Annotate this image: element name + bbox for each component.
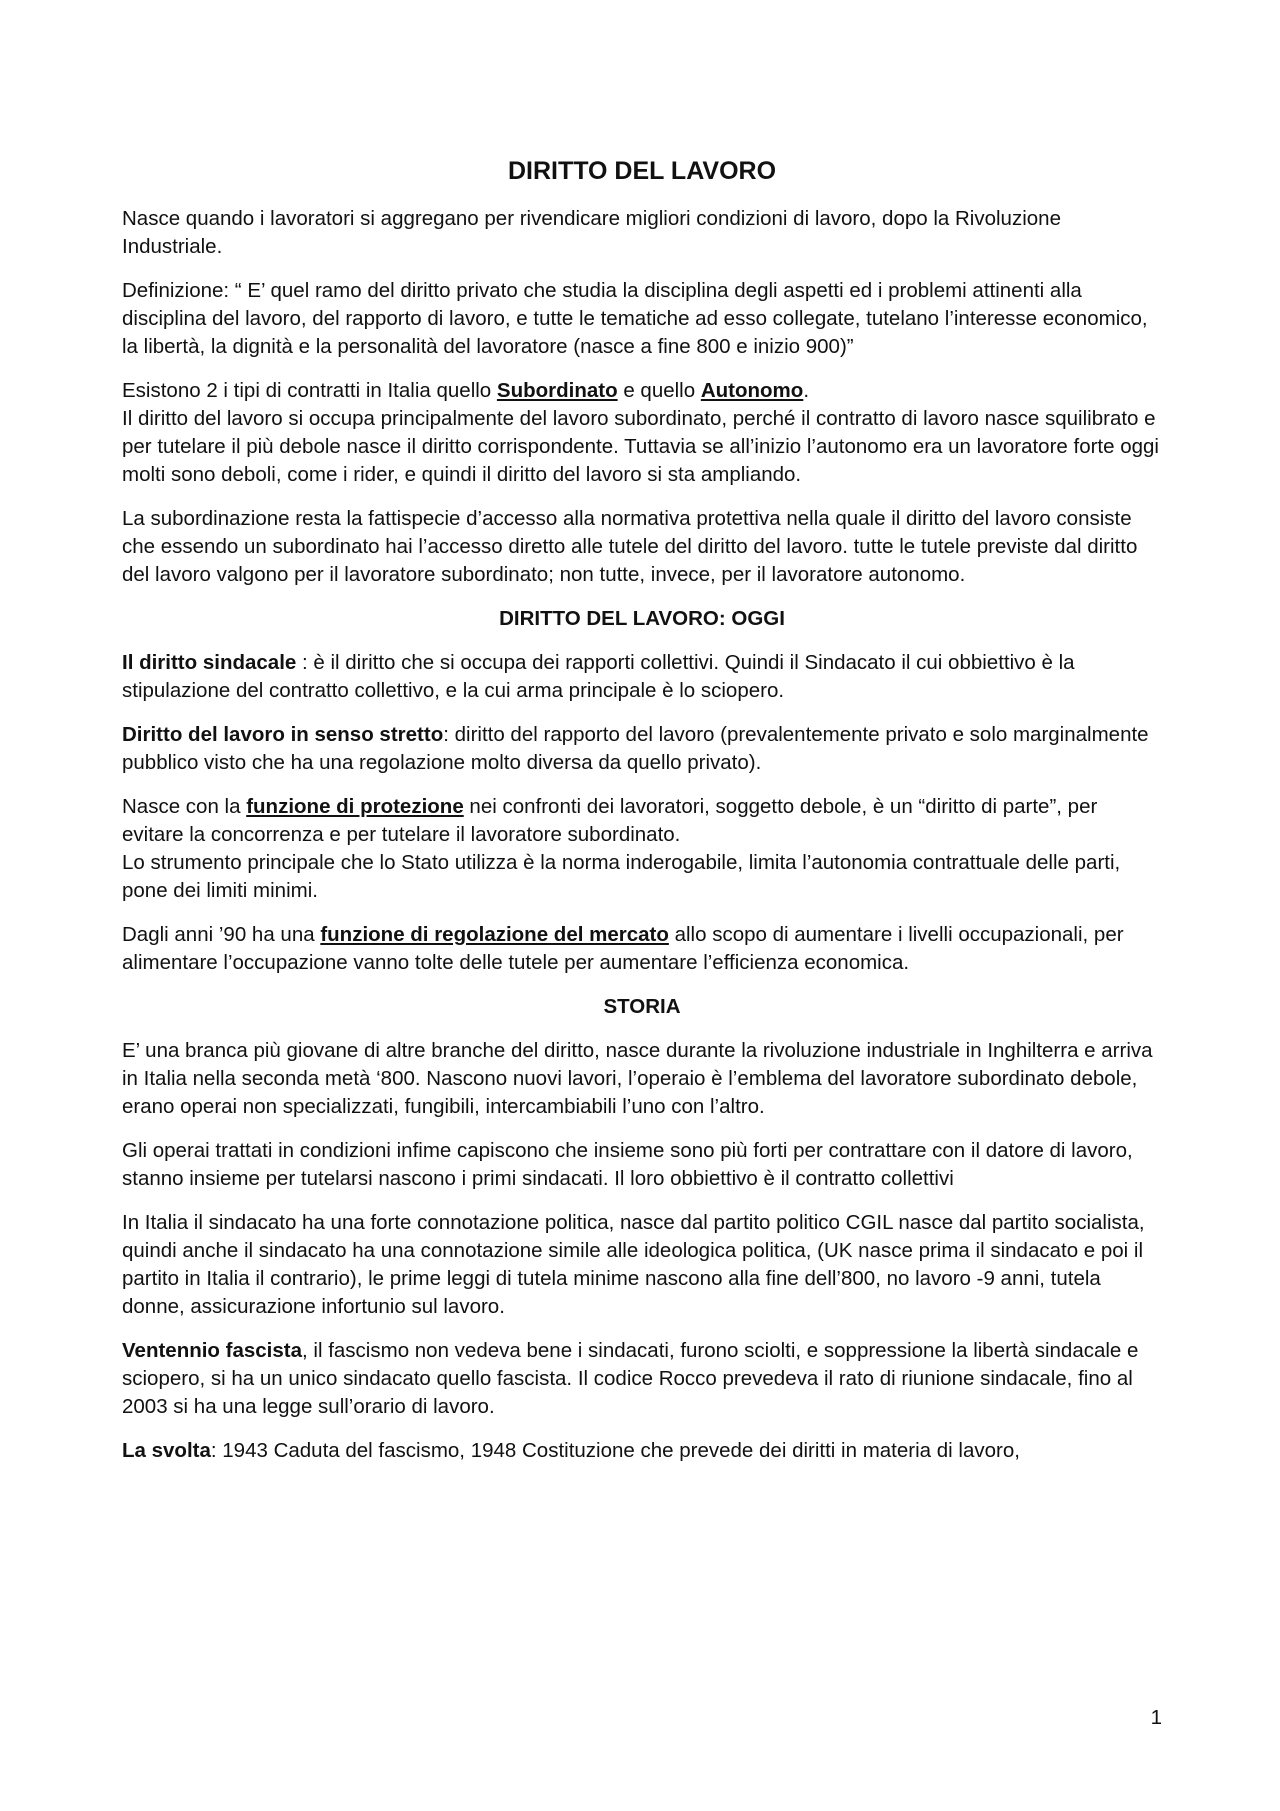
paragraph-sindacato-italia: In Italia il sindacato ha una forte connotazione politica, nasce dal partito politico CGIL nasce dal partito socialista, quindi anche il sindacato ha una connotazione simile alle ideologica politica, (UK nasce prima il sindacato e poi il partito in Italia il contrario), le prime leggi di tutela minime nascono alla fine dell’800, no lavoro -9 anni, tutela donne, assicurazione infortunio sul lavoro. xyxy=(122,1211,1145,1318)
paragraph-regolazione-mercato xyxy=(122,921,1162,977)
la-svolta-text: : 1943 Caduta del fascismo, 1948 Costituzione che prevede dei diritti in materia di lavoro, xyxy=(210,1439,1020,1462)
heading-diritto-oggi: DIRITTO DEL LAVORO: OGGI xyxy=(499,607,785,630)
diritto-sindacale-text: : è il diritto che si occupa dei rapporti collettivi. Quindi il Sindacato il cui obbiettivo è la stipulazione del contratto collettivo, e la cui arma principale è lo sciopero. xyxy=(122,651,1075,702)
document-body xyxy=(122,155,1162,1481)
term-funzione-protezione: funzione di protezione xyxy=(246,795,464,818)
protezione-norma-inderogabile: Lo strumento principale che lo Stato utilizza è la norma inderogabile, limita l’autonomia contrattuale delle parti, pone dei limiti minimi. xyxy=(122,851,1121,902)
contract-types-explanation: Il diritto del lavoro si occupa principalmente del lavoro subordinato, perché il contratto di lavoro nasce squilibrato e per tutelare il più debole nasce il diritto corrispondente. Tuttavia se all’inizio l’autonomo era un lavoratore forte oggi molti sono deboli, come i rider, e quindi il diritto del lavoro si sta ampliando. xyxy=(122,407,1159,486)
paragraph-senso-stretto xyxy=(122,721,1162,777)
term-senso-stretto: Diritto del lavoro in senso stretto xyxy=(122,723,444,746)
paragraph-la-svolta xyxy=(122,1437,1162,1465)
protezione-intro: Nasce con la xyxy=(122,795,247,818)
regolazione-intro: Dagli anni ’90 ha una xyxy=(122,923,321,946)
document-title: DIRITTO DEL LAVORO xyxy=(507,157,777,185)
heading-storia: STORIA xyxy=(603,995,681,1018)
paragraph-diritto-sindacale xyxy=(122,649,1162,705)
paragraph-subordination: La subordinazione resta la fattispecie d’accesso alla normativa protettiva nella quale il diritto del lavoro consiste che essendo un subordinato hai l’accesso diretto alle tutele del diritto del lavoro. tutte le tutele previste dal diritto del lavoro valgono per il lavoratore subordinato; non tutte, invece, per il lavoratore autonomo. xyxy=(122,507,1138,586)
term-regolazione-mercato: funzione di regolazione del mercato xyxy=(320,923,669,946)
term-subordinato: Subordinato xyxy=(496,379,618,402)
paragraph-definition: Definizione: “ E’ quel ramo del diritto privato che studia la disciplina degli aspetti ed i problemi attinenti alla disciplina del lavoro, del rapporto di lavoro, e tutte le tematiche ad esso collegate, tutelano l’interesse economico, la libertà, la dignità e la personalità del lavoratore (nasce a fine 800 e inizio 900)” xyxy=(122,279,1148,358)
regolazione-text: allo scopo di aumentare i livelli occupazionali, per alimentare l’occupazione vanno tolte delle tutele per aumentare l’efficienza economica. xyxy=(122,923,1124,974)
contract-types-mid: e quello xyxy=(617,379,701,402)
ventennio-text: , il fascismo non vedeva bene i sindacati, furono sciolti, e soppressione la libertà sindacale e sciopero, si ha un unico sindacato quello fascista. Il codice Rocco prevedeva il rato di riunione sindacale, fino al 2003 si ha una legge sull’orario di lavoro. xyxy=(122,1339,1139,1418)
paragraph-origin: Nasce quando i lavoratori si aggregano per rivendicare migliori condizioni di lavoro, dopo la Rivoluzione Industriale. xyxy=(122,207,1061,258)
page-number: 1 xyxy=(1150,1706,1162,1729)
term-autonomo: Autonomo xyxy=(700,379,804,402)
paragraph-storia-origini: E’ una branca più giovane di altre branche del diritto, nasce durante la rivoluzione industriale in Inghilterra e arriva in Italia nella seconda metà ‘800. Nascono nuovi lavori, l’operaio è l’emblema del lavoratore subordinato debole, erano operai non specializzati, fungibili, intercambiabili l’uno con l’altro. xyxy=(122,1039,1153,1118)
protezione-text: nei confronti dei lavoratori, soggetto debole, è un “diritto di parte”, per evitare la concorrenza e per tutelare il lavoratore subordinato. xyxy=(122,795,1098,846)
term-ventennio-fascista: Ventennio fascista xyxy=(122,1339,303,1362)
term-la-svolta: La svolta xyxy=(122,1439,211,1462)
paragraph-primi-sindacati: Gli operai trattati in condizioni infime capiscono che insieme sono più forti per contrattare con il datore di lavoro, stanno insieme per tutelarsi nascono i primi sindacati. Il loro obbiettivo è il contratto collettivi xyxy=(122,1139,1133,1190)
contract-types-intro: Esistono 2 i tipi di contratti in Italia quello xyxy=(122,379,497,402)
paragraph-contract-types xyxy=(122,377,1162,489)
senso-stretto-text: : diritto del rapporto del lavoro (prevalentemente privato e solo marginalmente pubblico visto che ha una regolazione molto diversa da quello privato). xyxy=(122,723,1149,774)
term-diritto-sindacale: Il diritto sindacale xyxy=(122,651,297,674)
paragraph-funzione-protezione xyxy=(122,793,1162,905)
contract-types-end: . xyxy=(803,379,810,402)
paragraph-ventennio-fascista xyxy=(122,1337,1162,1421)
